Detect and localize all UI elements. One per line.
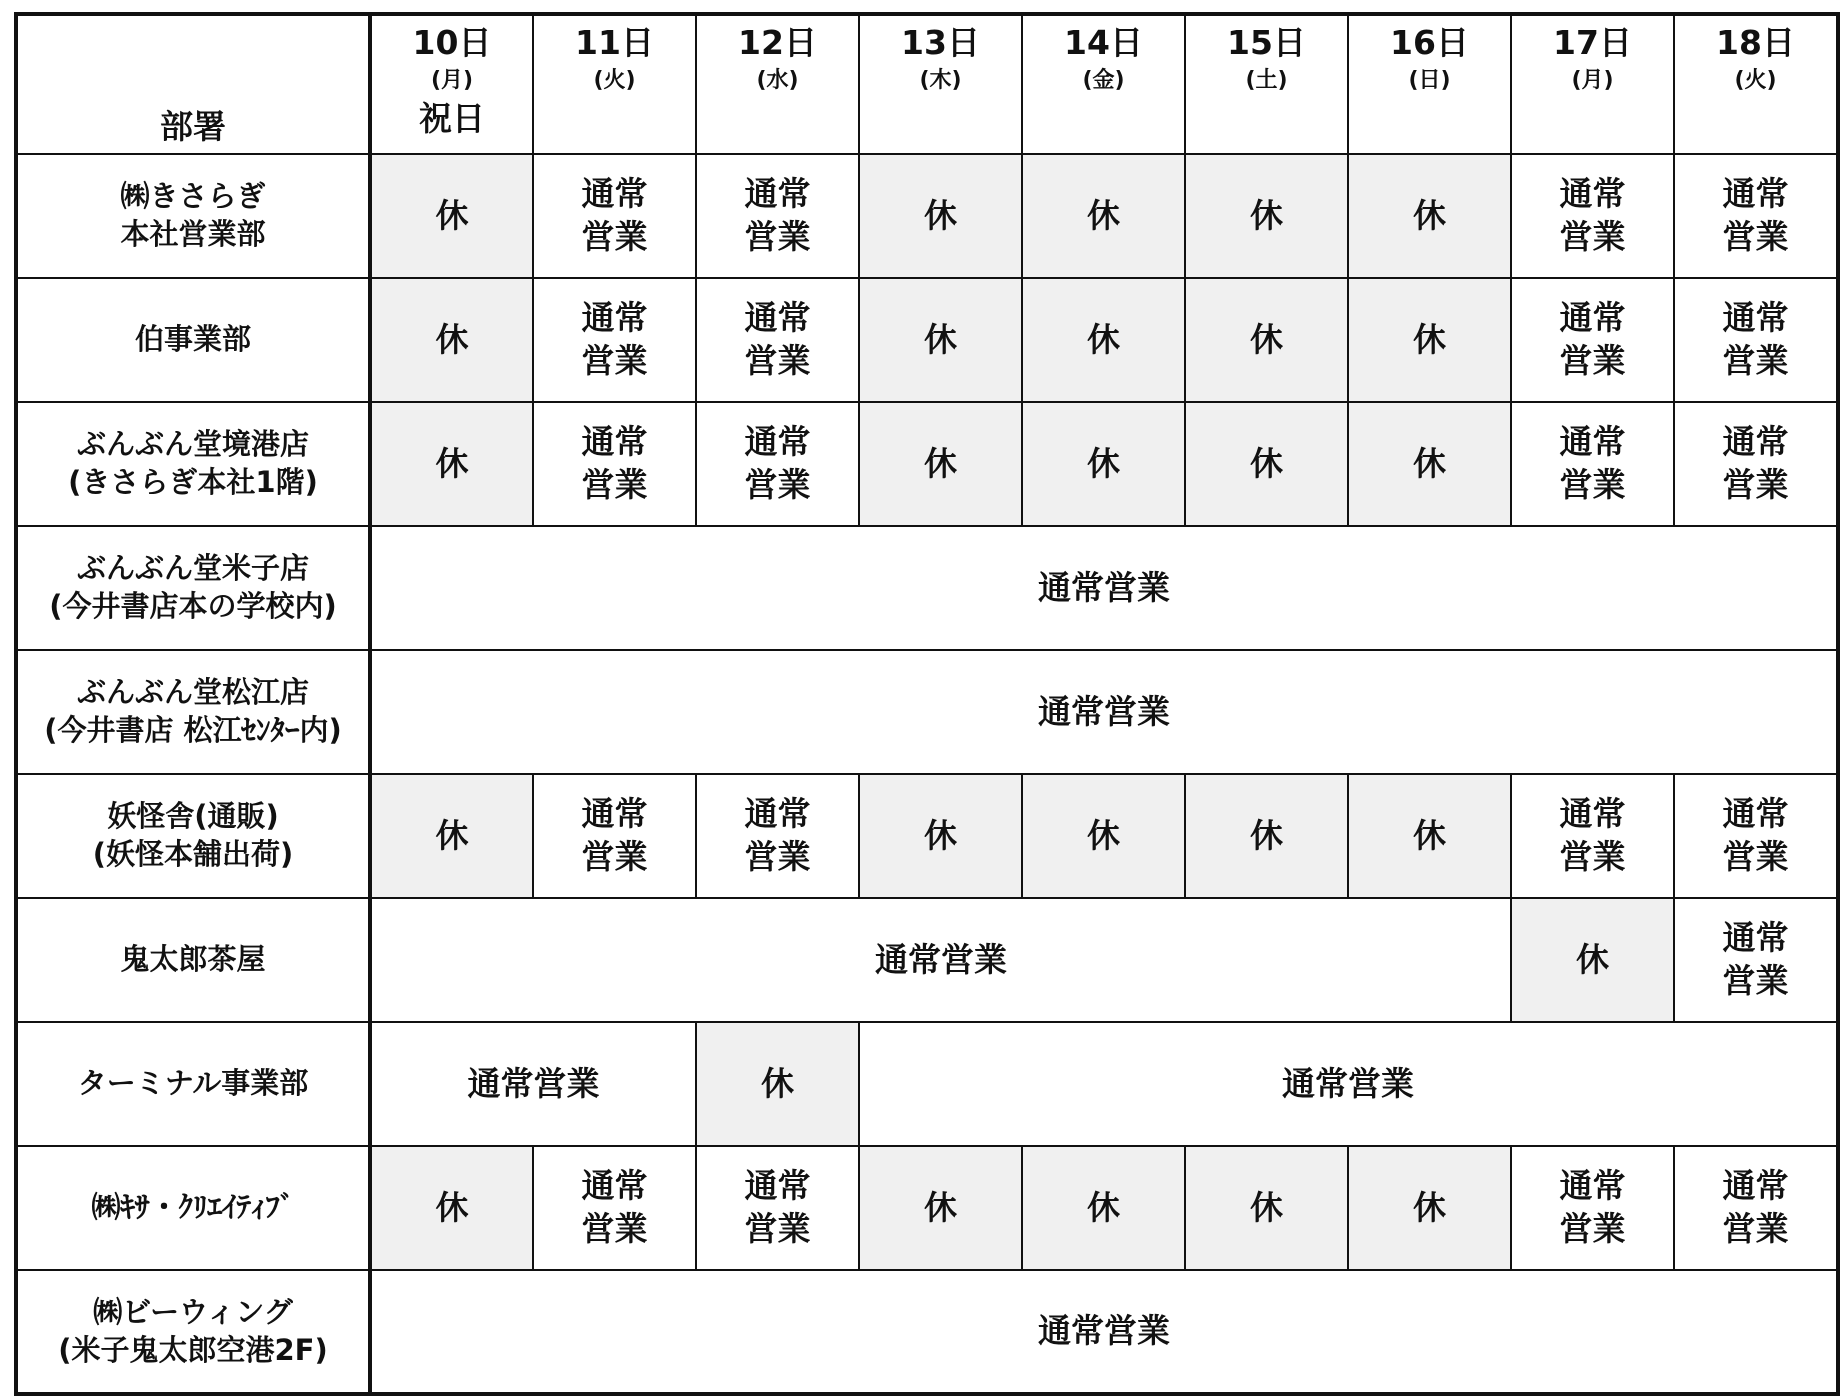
dept-name [16, 1270, 370, 1394]
open-span-cell [370, 1270, 1838, 1394]
closed-label: 休 [1250, 319, 1283, 359]
open-label-line: 営業 [581, 217, 648, 256]
closed-cell [696, 1022, 859, 1146]
dept-name-line: 鬼太郎茶屋 [120, 942, 266, 977]
closed-label: 休 [435, 319, 469, 359]
closed-label: 休 [1576, 939, 1609, 979]
day-of-week: (日) [1408, 68, 1451, 94]
table-row [16, 526, 1838, 650]
closed-cell [859, 402, 1022, 526]
table-row [16, 278, 1838, 402]
day-of-week: (木) [919, 68, 962, 94]
open-label-line: 通常 [1559, 298, 1626, 338]
table-row [16, 1270, 1838, 1394]
closed-cell [370, 774, 533, 898]
table-row [16, 898, 1838, 1022]
open-label-line: 営業 [1722, 217, 1789, 256]
day-of-week: (火) [593, 68, 636, 94]
open-label-line: 営業 [1559, 465, 1626, 504]
open-label-line: 通常 [1722, 918, 1789, 958]
day-number: 15日 [1227, 23, 1306, 62]
closed-label: 休 [435, 195, 469, 235]
dept-name-line: (きさらぎ本社1階) [68, 465, 318, 499]
dept-name [16, 1022, 370, 1146]
day-header [1348, 14, 1511, 154]
open-label-line: 通常 [581, 1166, 648, 1206]
day-header [696, 14, 859, 154]
open-label-line: 営業 [1722, 837, 1789, 876]
open-cell [1674, 154, 1838, 278]
closed-label: 休 [1413, 815, 1446, 855]
table-row [16, 154, 1838, 278]
closed-cell [1185, 774, 1348, 898]
closed-label: 休 [1087, 195, 1120, 235]
day-header [533, 14, 696, 154]
open-cell [696, 774, 859, 898]
open-label-line: 営業 [581, 465, 648, 504]
open-label-line: 通常 [1559, 1166, 1626, 1206]
dept-name-line: 妖怪舎(通販) [107, 799, 279, 834]
holiday-note: 祝日 [419, 99, 485, 139]
day-of-week: (土) [1245, 68, 1288, 94]
closed-label: 休 [1250, 1187, 1283, 1227]
closed-label: 休 [924, 319, 957, 359]
dept-name-line: ㈱ｷｻ・ｸﾘｴｲﾃｨﾌﾞ [91, 1190, 295, 1225]
closed-label: 休 [1413, 319, 1446, 359]
header-row [16, 14, 1838, 154]
open-label-line: 通常 [744, 1166, 811, 1206]
dept-name [16, 898, 370, 1022]
open-cell [1511, 1146, 1674, 1270]
open-cell [1674, 402, 1838, 526]
closed-cell [1022, 154, 1185, 278]
closed-label: 休 [924, 443, 957, 483]
day-of-week: (火) [1734, 68, 1777, 94]
closed-cell [1348, 774, 1511, 898]
dept-name [16, 1146, 370, 1270]
dept-name-line: 伯事業部 [134, 322, 251, 357]
open-label-line: 営業 [1559, 341, 1626, 380]
open-label-line: 営業 [744, 837, 811, 876]
open-label-line: 営業 [744, 1209, 811, 1248]
table-row [16, 774, 1838, 898]
open-label-line: 通常 [581, 794, 648, 834]
closed-cell [1348, 402, 1511, 526]
open-label-line: 通常 [1722, 298, 1789, 338]
open-label-line: 通常 [744, 174, 811, 214]
open-label-line: 営業 [744, 465, 811, 504]
closed-label: 休 [1413, 1187, 1446, 1227]
open-label: 通常営業 [467, 1063, 600, 1103]
open-label-line: 通常 [1722, 422, 1789, 462]
open-label-line: 通常 [1559, 174, 1626, 214]
closed-label: 休 [435, 815, 469, 855]
closed-label: 休 [1250, 815, 1283, 855]
closed-cell [1022, 774, 1185, 898]
dept-name-line: ぶんぶん堂松江店 [76, 675, 309, 710]
day-header [1022, 14, 1185, 154]
open-cell [533, 1146, 696, 1270]
closed-cell [1022, 402, 1185, 526]
open-cell [696, 154, 859, 278]
closed-label: 休 [1087, 319, 1120, 359]
table-row [16, 1022, 1838, 1146]
open-label-line: 通常 [581, 174, 648, 214]
open-cell [533, 402, 696, 526]
open-span-cell [370, 898, 1511, 1022]
dept-name [16, 774, 370, 898]
open-label-line: 通常 [581, 298, 648, 338]
open-label-line: 営業 [1722, 341, 1789, 380]
open-span-cell [370, 1022, 696, 1146]
day-number: 13日 [901, 23, 980, 62]
day-of-week: (月) [430, 68, 474, 94]
day-header [1185, 14, 1348, 154]
open-cell [533, 154, 696, 278]
open-cell [696, 278, 859, 402]
open-label-line: 通常 [744, 794, 811, 834]
dept-name-line: ターミナル事業部 [77, 1066, 309, 1101]
holiday-schedule-table [14, 12, 1840, 1396]
dept-header: 部署 [16, 14, 370, 154]
closed-cell [1022, 1146, 1185, 1270]
closed-label: 休 [1413, 195, 1446, 235]
open-cell [1674, 774, 1838, 898]
open-cell [1511, 774, 1674, 898]
open-cell [1674, 278, 1838, 402]
closed-label: 休 [435, 1187, 469, 1227]
day-header [859, 14, 1022, 154]
open-label: 通常営業 [1282, 1063, 1414, 1103]
day-of-week: (水) [756, 68, 799, 94]
open-label-line: 営業 [744, 341, 811, 380]
open-label: 通常営業 [1038, 691, 1170, 731]
open-label-line: 営業 [1722, 1209, 1789, 1248]
open-cell [533, 278, 696, 402]
table-row [16, 402, 1838, 526]
day-header [370, 14, 533, 154]
open-cell [1511, 154, 1674, 278]
closed-cell [370, 402, 533, 526]
closed-cell [859, 1146, 1022, 1270]
day-number: 18日 [1716, 23, 1795, 62]
table-row [16, 1146, 1838, 1270]
dept-name-line: ㈱ビーウィング [93, 1294, 293, 1329]
closed-label: 休 [924, 1187, 957, 1227]
open-span-cell [370, 526, 1838, 650]
open-label-line: 通常 [1559, 422, 1626, 462]
day-number: 11日 [575, 23, 654, 62]
dept-name [16, 154, 370, 278]
closed-cell [370, 154, 533, 278]
closed-cell [859, 774, 1022, 898]
closed-label: 休 [1250, 443, 1283, 483]
closed-cell [1348, 1146, 1511, 1270]
open-span-cell [859, 1022, 1838, 1146]
day-header [1674, 14, 1838, 154]
day-number: 16日 [1390, 23, 1469, 62]
day-number: 12日 [738, 23, 817, 62]
day-of-week: (金) [1082, 68, 1125, 94]
closed-label: 休 [1087, 443, 1120, 483]
open-label-line: 通常 [581, 422, 648, 462]
open-cell [1511, 278, 1674, 402]
day-number: 17日 [1553, 23, 1632, 62]
dept-name-line: (妖怪本舗出荷) [92, 837, 294, 871]
open-label-line: 営業 [1722, 465, 1789, 504]
open-label: 通常営業 [1038, 1311, 1170, 1351]
open-cell [533, 774, 696, 898]
closed-cell [859, 154, 1022, 278]
open-label-line: 営業 [1559, 837, 1626, 876]
day-of-week: (月) [1571, 68, 1614, 94]
open-label-line: 通常 [1722, 174, 1789, 214]
open-label-line: 通常 [744, 298, 811, 338]
dept-name-line: 本社営業部 [120, 217, 266, 251]
closed-label: 休 [435, 443, 469, 483]
closed-cell [1185, 154, 1348, 278]
open-label-line: 営業 [581, 837, 648, 876]
closed-cell [1348, 278, 1511, 402]
closed-cell [370, 1146, 533, 1270]
open-label-line: 通常 [1559, 794, 1626, 834]
closed-cell [1348, 154, 1511, 278]
dept-name [16, 402, 370, 526]
closed-label: 休 [1413, 443, 1446, 483]
dept-name [16, 650, 370, 774]
day-number: 14日 [1064, 23, 1143, 62]
dept-name [16, 526, 370, 650]
closed-cell [1022, 278, 1185, 402]
closed-label: 休 [1087, 1187, 1120, 1227]
day-header [1511, 14, 1674, 154]
dept-name-line: (今井書店 松江ｾﾝﾀｰ内) [44, 713, 342, 747]
open-cell [1674, 898, 1838, 1022]
closed-cell [1511, 898, 1674, 1022]
dept-name-line: (今井書店本の学校内) [49, 589, 337, 623]
closed-cell [1185, 278, 1348, 402]
dept-name [16, 278, 370, 402]
open-span-cell [370, 650, 1838, 774]
open-label: 通常営業 [1038, 567, 1170, 607]
open-label-line: 営業 [1722, 961, 1789, 1000]
dept-name-line: ぶんぶん堂境港店 [76, 427, 309, 462]
open-cell [696, 402, 859, 526]
closed-cell [859, 278, 1022, 402]
closed-label: 休 [924, 195, 957, 235]
closed-label: 休 [761, 1063, 794, 1103]
dept-name-line: (米子鬼太郎空港2F) [58, 1332, 328, 1367]
open-label-line: 通常 [1722, 1166, 1789, 1206]
closed-cell [1185, 402, 1348, 526]
day-number: 10日 [412, 23, 492, 62]
open-label-line: 営業 [1559, 1209, 1626, 1248]
open-label: 通常営業 [875, 939, 1007, 979]
table-row [16, 650, 1838, 774]
closed-label: 休 [1250, 195, 1283, 235]
closed-cell [370, 278, 533, 402]
closed-label: 休 [924, 815, 957, 855]
open-label-line: 営業 [581, 341, 648, 380]
open-cell [696, 1146, 859, 1270]
open-label-line: 営業 [1559, 217, 1626, 256]
open-label-line: 営業 [581, 1209, 648, 1248]
closed-cell [1185, 1146, 1348, 1270]
dept-name-line: ぶんぶん堂米子店 [76, 551, 309, 586]
open-label-line: 営業 [744, 217, 811, 256]
open-cell [1674, 1146, 1838, 1270]
open-label-line: 通常 [1722, 794, 1789, 834]
open-label-line: 通常 [744, 422, 811, 462]
open-cell [1511, 402, 1674, 526]
closed-label: 休 [1087, 815, 1120, 855]
dept-name-line: ㈱きさらぎ [120, 179, 266, 214]
